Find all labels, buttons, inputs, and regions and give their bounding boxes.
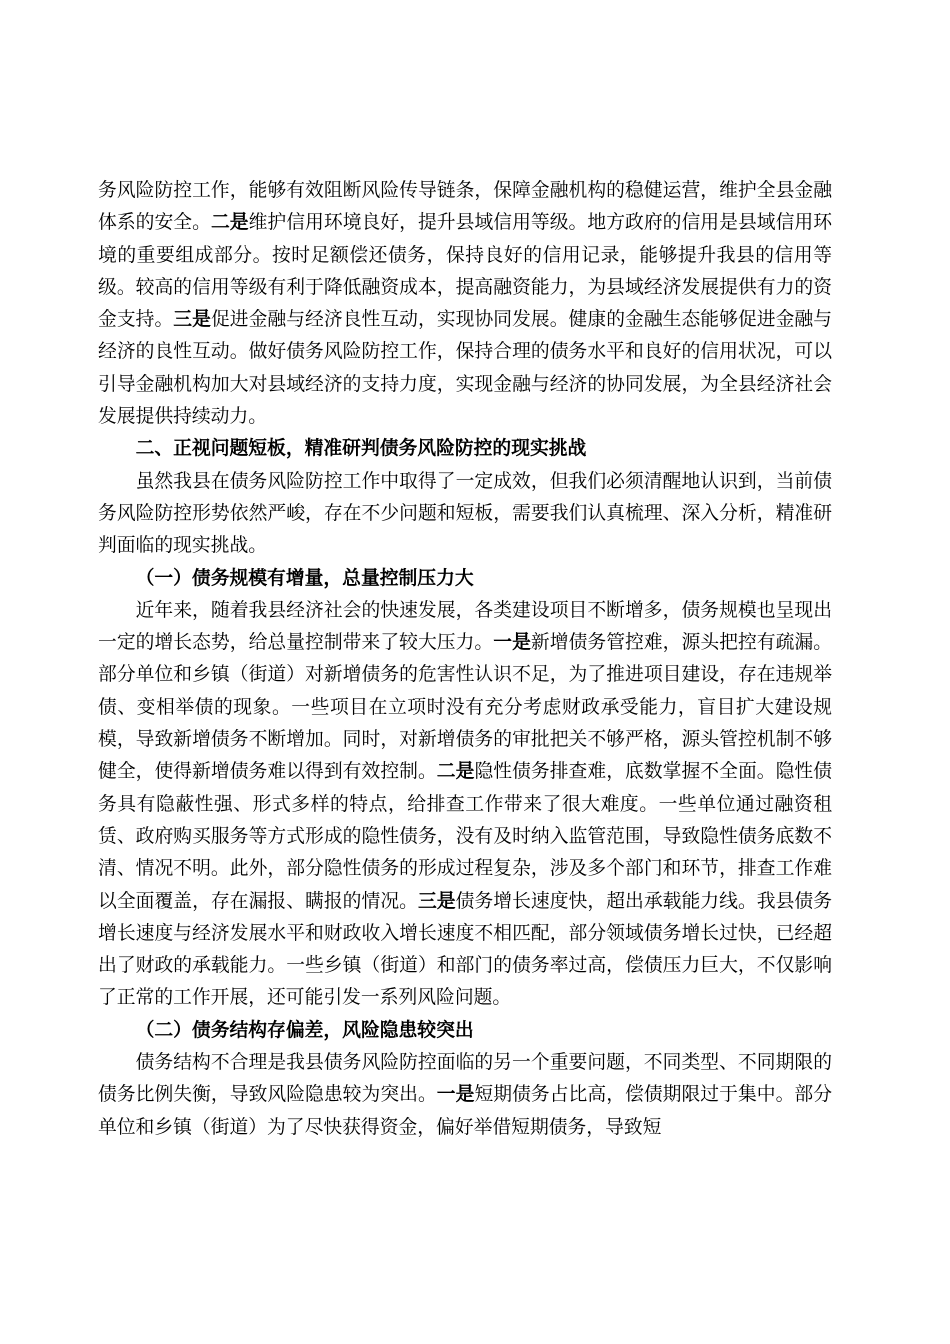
subsection-heading-structure: （二）债务结构存偏差，风险隐患较突出: [135, 1019, 474, 1041]
text-run: 维护信用环境良好，提升县域信用等级。地方政府的信用是县域信用环境的重要组成部分。按时足额偿还债务，保持良好的信用记录，能够提升我县的信用等级。较高的信用等级有利于降低融资成本，提高融资能力，为县域经济发展提供有力的资金支持。: [98, 212, 833, 331]
paragraph-debt-scale: [98, 595, 832, 1015]
text-run: 新增债务管控难，源头把控有疏漏。部分单位和乡镇（街道）对新增债务的危害性认识不足，为了推进项目建设，存在违规举债、变相举债的现象。一些项目在立项时没有充分考虑财政承受能力，盲目扩大建设规模，导致新增债务不断增加。同时，对新增债务的审批把关不够严格，源头管控机制不够健全，使得新增债务难以得到有效控制。: [98, 632, 833, 783]
text-run: 隐性债务排查难，底数掌握不全面。隐性债务具有隐蔽性强、形式多样的特点，给排查工作带来了很大难度。一些单位通过融资租赁、政府购买服务等方式形成的隐性债务，没有及时纳入监管范围，导致隐性债务底数不清、情况不明。此外，部分隐性债务的形成过程复杂，涉及多个部门和环节，排查工作难以全面覆盖，存在漏报、瞒报的情况。: [98, 761, 833, 912]
text-run: 短期债务占比高，偿债期限过于集中。部分单位和乡镇（街道）为了尽快获得资金，偏好举借短期债务，导致短: [98, 1084, 833, 1138]
text-run: 务风险防控工作，能够有效阻断风险传导链条，保障金融机构的稳健运营，维护全县金融体系的安全。: [98, 180, 832, 234]
bold-marker: 一是: [436, 1084, 475, 1106]
text-run: 债务增长速度快，超出承载能力线。我县债务增长速度与经济发展水平和财政收入增长速度不相匹配，部分领域债务增长过快，已经超出了财政的承载能力。一些乡镇（街道）和部门的债务率过高，偿债压力巨大，不仅影响了正常的工作开展，还可能引发一系列风险问题。: [98, 890, 833, 1009]
text-run: 债务结构不合理是我县债务风险防控面临的另一个重要问题，不同类型、不同期限的债务比例失衡，导致风险隐患较为突出。: [98, 1052, 832, 1106]
bold-marker: 三是: [173, 309, 211, 331]
bold-marker: 三是: [417, 890, 456, 912]
subsection-heading-scale: （一）债务规模有增量，总量控制压力大: [135, 567, 474, 589]
section-heading: 二、正视问题短板，精准研判债务风险防控的现实挑战: [135, 438, 587, 460]
bold-marker: 二是: [436, 761, 475, 783]
bold-marker: 一是: [493, 632, 531, 654]
paragraph-debt-structure: [98, 1047, 832, 1144]
text-run: 促进金融与经济良性互动，实现协同发展。健康的金融生态能够促进金融与经济的良性互动。做好债务风险防控工作，保持合理的债务水平和良好的信用状况，可以引导金融机构加大对县域经济的支持力度，实现金融与经济的协同发展，为全县经济社会发展提供持续动力。: [98, 309, 833, 428]
text-run: 近年来，随着我县经济社会的快速发展，各类建设项目不断增多，债务规模也呈现出一定的增长态势，给总量控制带来了较大压力。: [98, 599, 832, 654]
paragraph-significance-continued: [98, 175, 832, 433]
bold-marker: 二是: [210, 212, 249, 234]
document-page: [98, 175, 832, 1144]
paragraph-intro: 虽然我县在债务风险防控工作中取得了一定成效，但我们必须清醒地认识到，当前债务风险防控形势依然严峻，存在不少问题和短板，需要我们认真梳理、深入分析，精准研判面临的现实挑战。: [98, 470, 832, 557]
